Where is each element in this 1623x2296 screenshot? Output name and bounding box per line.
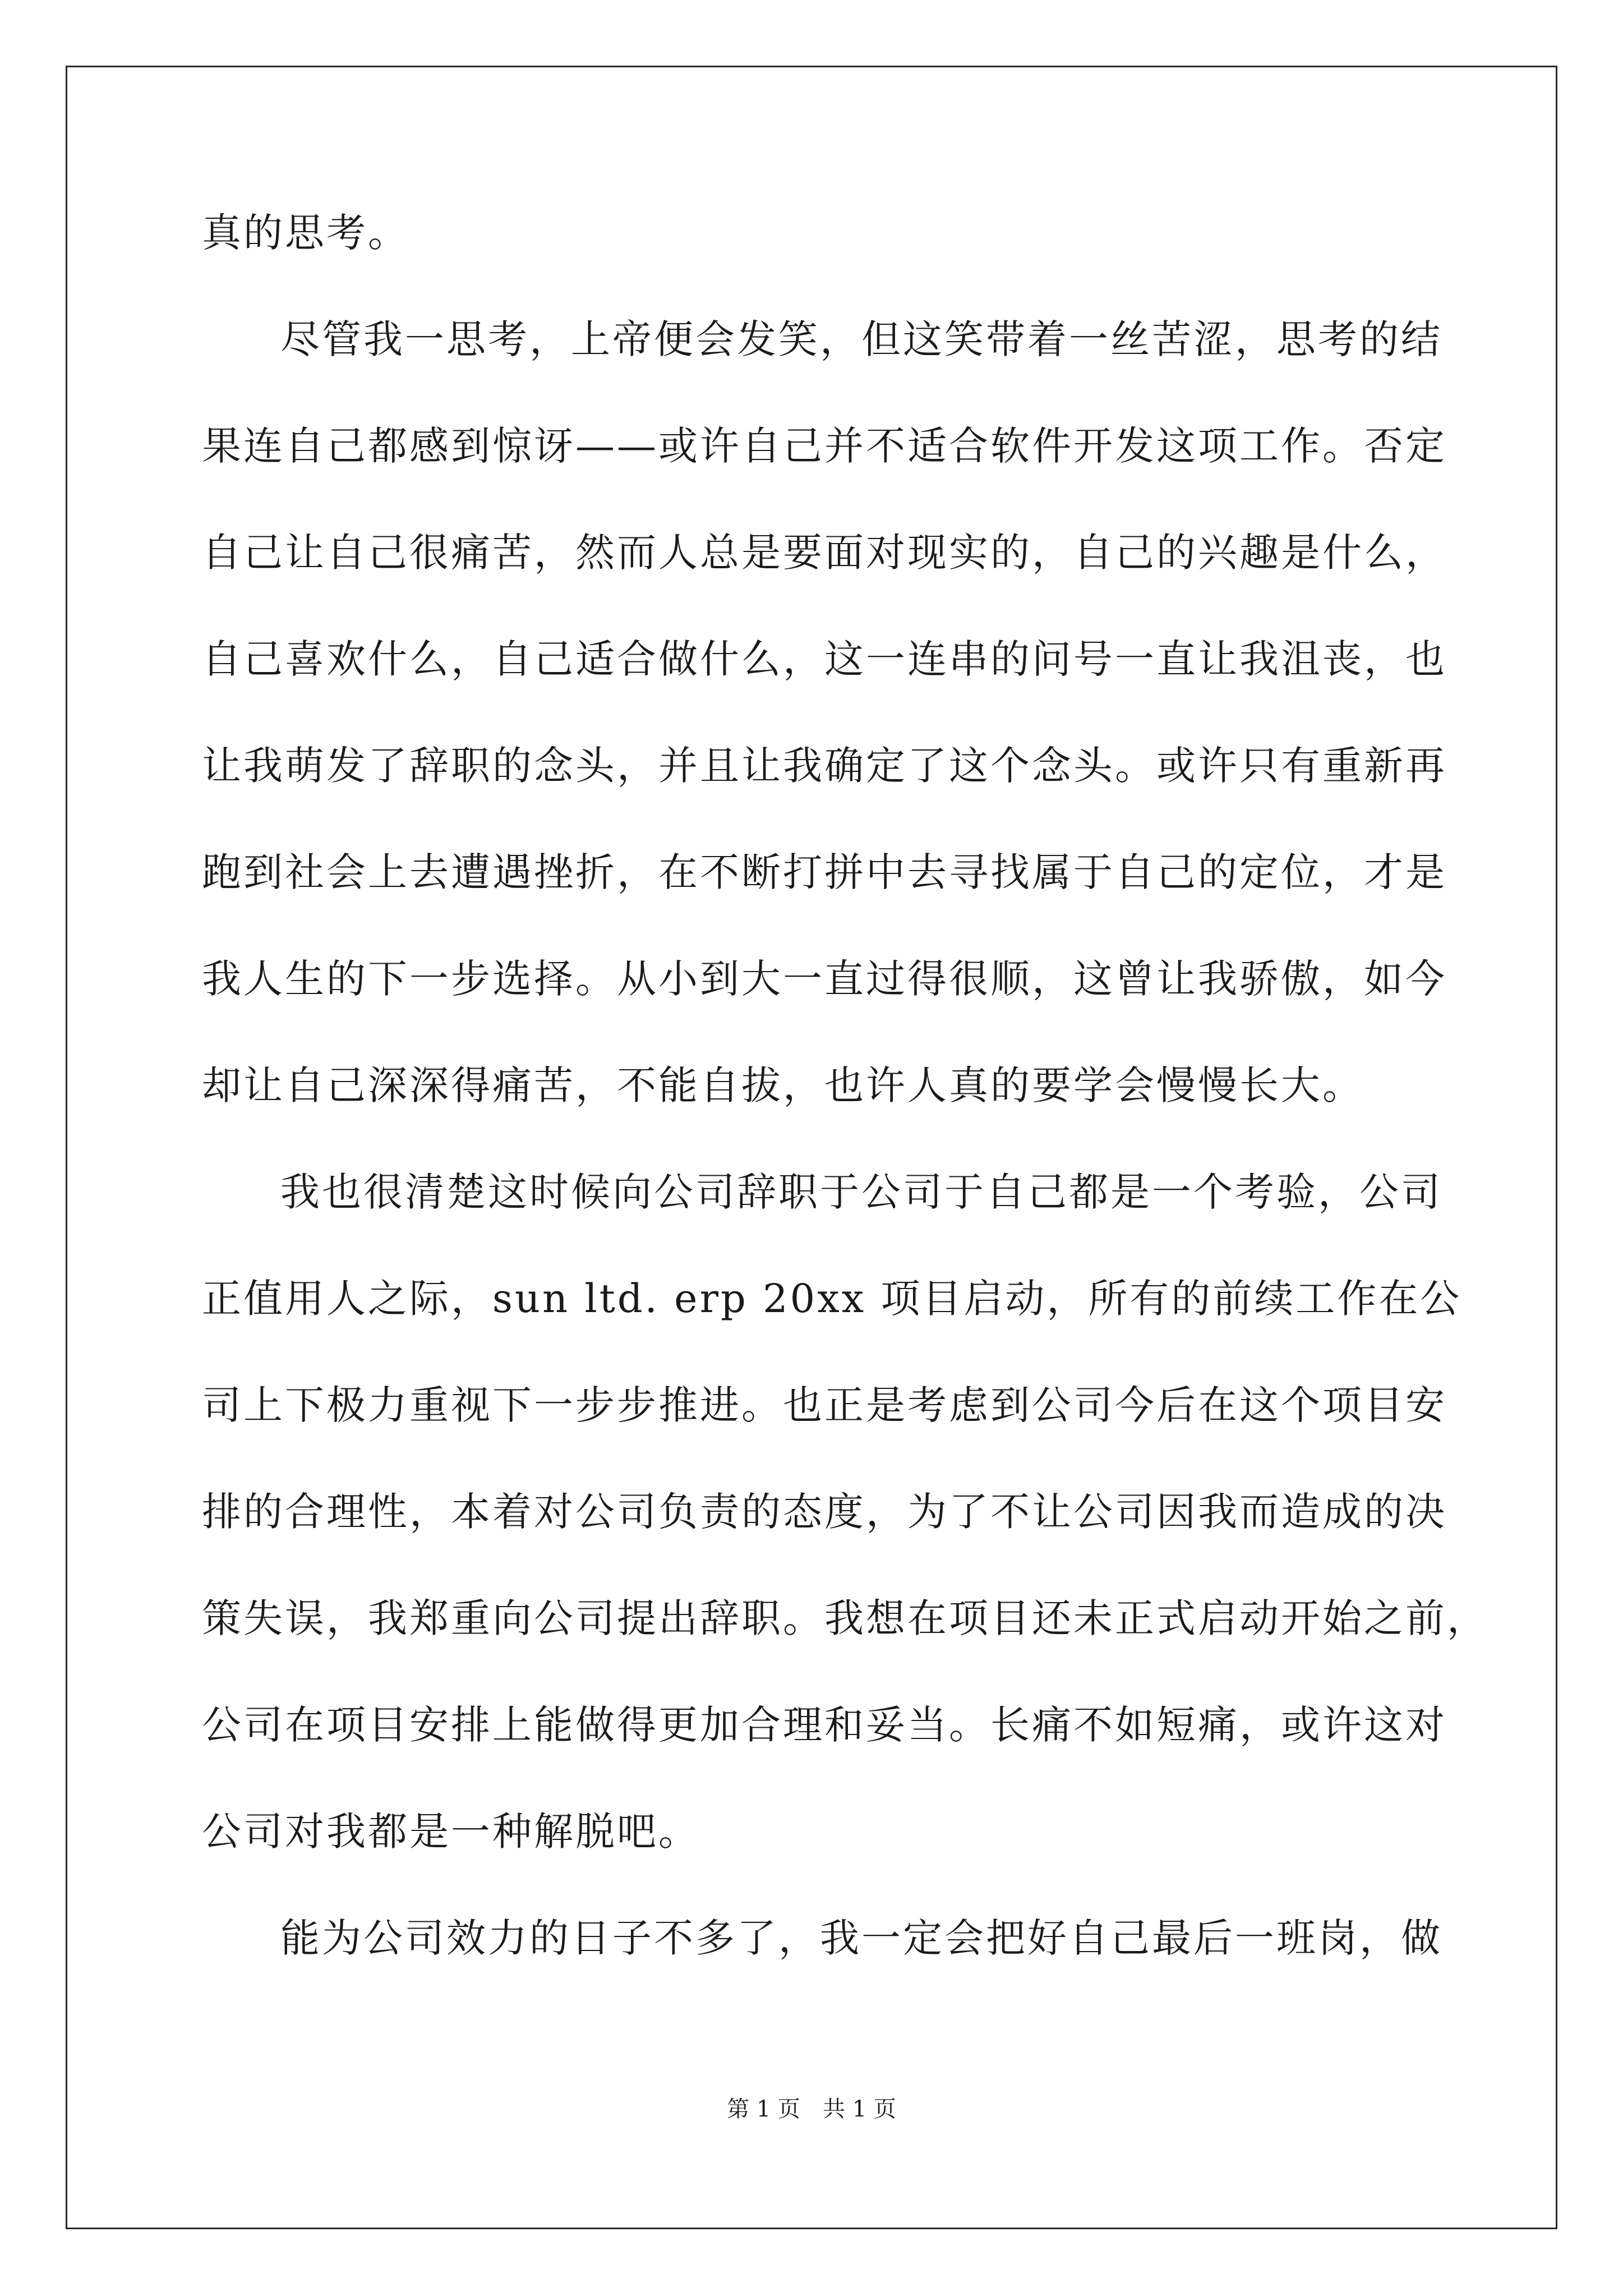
text-line: 果连自己都感到惊讶——或许自己并不适合软件开发这项工作。否定 bbox=[202, 423, 1447, 469]
text-line: 自己让自己很痛苦，然而人总是要面对现实的，自己的兴趣是什么， bbox=[202, 530, 1447, 576]
text-line: 公司对我都是一种解脱吧。 bbox=[202, 1809, 700, 1855]
text-line: 正值用人之际，sun ltd. erp 20xx 项目启动，所有的前续工作在公 bbox=[202, 1276, 1462, 1322]
text-line: 尽管我一思考，上帝便会发笑，但这笑带着一丝苦涩，思考的结 bbox=[280, 316, 1442, 362]
text-line: 我也很清楚这时候向公司辞职于公司于自己都是一个考验，公司 bbox=[280, 1169, 1442, 1215]
text-line: 司上下极力重视下一步步推进。也正是考虑到公司今后在这个项目安 bbox=[202, 1382, 1447, 1428]
text-line: 跑到社会上去遭遇挫折，在不断打拼中去寻找属于自己的定位，才是 bbox=[202, 849, 1447, 895]
page-frame bbox=[66, 66, 1557, 2229]
text-line: 真的思考。 bbox=[202, 210, 409, 256]
text-line: 让我萌发了辞职的念头，并且让我确定了这个念头。或许只有重新再 bbox=[202, 743, 1447, 789]
text-line: 自己喜欢什么，自己适合做什么，这一连串的问号一直让我沮丧，也 bbox=[202, 636, 1447, 682]
text-line: 能为公司效力的日子不多了，我一定会把好自己最后一班岗，做 bbox=[280, 1915, 1442, 1961]
text-line: 排的合理性，本着对公司负责的态度，为了不让公司因我而造成的决 bbox=[202, 1489, 1447, 1535]
text-line: 公司在项目安排上能做得更加合理和妥当。长痛不如短痛，或许这对 bbox=[202, 1702, 1447, 1748]
text-line: 我人生的下一步选择。从小到大一直过得很顺，这曾让我骄傲，如今 bbox=[202, 956, 1447, 1002]
text-line: 却让自己深深得痛苦，不能自拔，也许人真的要学会慢慢长大。 bbox=[202, 1062, 1364, 1108]
page-number-footer: 第 1 页 共 1 页 bbox=[727, 2096, 896, 2122]
text-line: 策失误，我郑重向公司提出辞职。我想在项目还未正式启动开始之前， bbox=[202, 1595, 1488, 1641]
